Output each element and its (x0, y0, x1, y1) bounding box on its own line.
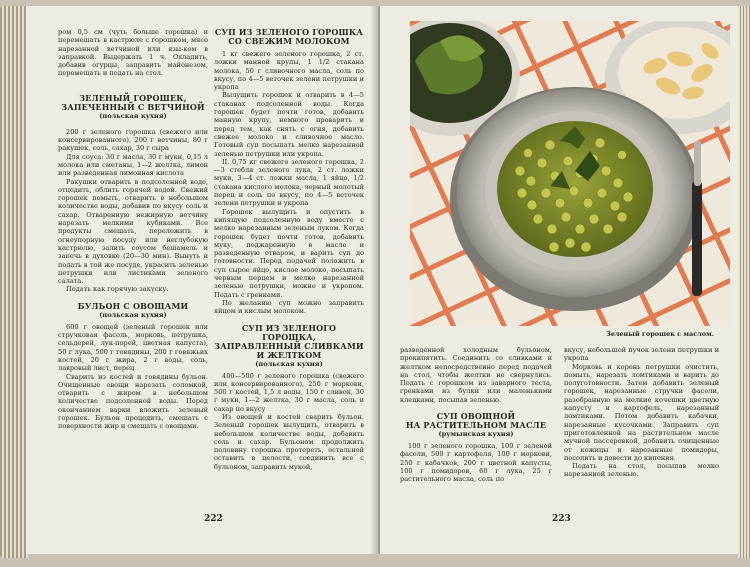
page-222 (26, 6, 378, 554)
recipe-cuisine: (польская кухня) (99, 310, 167, 319)
recipe-text: Подать на стол, посыпав мелко нарезанной зеленью. (564, 462, 719, 479)
intro-text: ром 0,5 см (чуть больше горошка) и перемешать в кастрюле с горошком, мясо нарезанной ветчиной или язы-ком в заправкой. Выдержать 1 ч. Охладить, добавив огурцы, заправить майонезом, перемешать и подать на стол. (58, 28, 208, 78)
left-page-column-2 (214, 28, 364, 471)
recipe-title: СУП ИЗ ЗЕЛЕНОГО ГОРОШКА (214, 27, 364, 37)
sauce-ingredients: Для соуса: 30 г масла, 30 г муки, 0,15 л молока или сметаны, 1—2 желтка, лимон или разведенная лимонная кислота (58, 152, 208, 178)
recipe-title: ЗАПЕЧЕННЫЙ С ВЕТЧИНОЙ (61, 101, 205, 112)
ingredients: 600 г овощей (зеленый горошек или стручковая фасоль, морковь, петрушка, сельдерей, лук-порей, цветная капуста), 50 г лука, 500 г говядины, 200 г говяжьих костей, 20 г жира, 2 г воды, соль, лавровый лист, перец (58, 322, 208, 373)
recipe-title: СУП ОВОЩНОЙ (436, 411, 516, 422)
book-page-edges-right (738, 6, 750, 558)
recipe-text: Ракушки отварить в подсоленной воде, отцедить, облить горячей водой. Свежий горошек помыть, отварить в небольшом количестве воды, добавив по вкусу соль и сахар. Отваренную нежирную ветчину нарезать мелкими кубиками. Все продукты смешать, переложить в огнеупорную посуду или неглубокую кастрюлю, залить соусом бешамель и запечь в духовке (20—30 мин). Вынуть и подать в той же посуде, украсить зеленью петрушки или листиками зеленого салата. (58, 177, 208, 286)
recipe-title: НА РАСТИТЕЛЬНОМ МАСЛЕ (405, 420, 547, 431)
recipe-title: ЗАПРАВЛЕННЫЙ СЛИВКАМИ (214, 340, 364, 351)
recipe-cuisine: (польская кухня) (255, 359, 323, 368)
recipe-title: И ЖЕЛТКОМ (256, 349, 322, 360)
left-page-column-1 (58, 28, 208, 431)
right-page-column-2 (564, 346, 719, 479)
ingredients: 200 г зеленого горошка (свежего или консервированного), 200 г ветчины, 80 г ракушек, соль, сахар, 30 г сыра (58, 127, 208, 153)
recipe-text: Морковь и корень петрушки очистить, помыть, нарезать ломтиками и варить до полуготовности. Затем добавить зеленый горошек, нарезанные стручки фасоли, разобранную на мелкие кочешки цветную капусту и картофель, нарезанный ломтиками. Потом добавить кабачки, нарезанные кусочками. Заправить суп приготовленной на растительном масле мучной пассеровкой, добавить очищенные от кожицы и нарезанные помидоры, посолить и довести до кипения. (564, 362, 719, 462)
recipe-title: БУЛЬОН С ОВОЩАМИ (77, 300, 189, 311)
recipe-text: II. 0,75 кг свежего зеленого горошка, 2—3 стебля зеленого лука, 2 ст. ложки муки, 3—4 ст. ложки масла, 1 яйцо, 1/2 стакана кислого молока, черный молотый перец и соль по вкусу, по 4—5 веточек зелени петрушки и укропа (214, 157, 364, 208)
photo-caption: Зеленый горошек с маслом. (606, 330, 715, 338)
ingredients: вкусу, небольшой пучок зелени петрушки и укропа (564, 346, 719, 363)
recipe-title: СО СВЕЖИМ МОЛОКОМ (228, 36, 350, 46)
page-223 (380, 6, 738, 554)
ingredients: 1 кг свежего зеленого горошка, 2 ст. ложки манной крупы, 1 1/2 стакана молока, 50 г сливочного масла, соль по вкусу, по 4—5 веточек зелени петрушки и укропа (214, 50, 364, 92)
recipe-text: Вылущить горошек и отварить в 4—5 стаканах подсоленной воды. Когда горошек будет почти готов, добавить манную крупу, немного проварить и перед тем, как снять с огня, добавить свежее молоко и сливочное масло. Готовый суп посыпать мелко нарезанной зеленью петрушки или укропа. (214, 91, 364, 158)
page-number: 223 (552, 514, 571, 524)
recipe-text: Подать как горячую закуску. (66, 285, 169, 294)
recipe-text: Горошек вылущить и опустить в кипящую подсоленную воду вместе с мелко нарезанным зеленым луком. Когда горошек будет почти готов, добавить муку, поджаренную в масле и разведенную отваром, и варить суп до готовности. Перед подачей положить в суп сырое яйцо, кислое молоко, посыпать черным перцем и мелко нарезанной зеленью петрушки, можно и укропом. Подать с гренками. (214, 207, 364, 299)
recipe-cuisine: (румынская кухня) (438, 430, 514, 439)
recipe-cuisine: (польская кухня) (99, 111, 167, 120)
recipe-text: Сварить из костей и говядины бульон. Очищенные овощи нарезать соломкой, отварить с жиром в небольшом количестве подсоленной воды. Перед окончанием варки вложить зеленый горошек. Бульон процедить, смешать с поверхности жир и смешать с овощами. (58, 372, 208, 431)
food-photo-peas-plate (410, 21, 730, 326)
book-page-edges-left (0, 6, 28, 558)
right-page-column-1 (400, 346, 552, 484)
ingredients: 100 г зеленого горошка, 100 г зеленой фасоли, 500 г картофеля, 100 г моркови, 250 г кабачков, 200 г цветной капусты, 100 г помидоров, 60 г лука, 25 г растительного масла, соль по (400, 442, 552, 484)
recipe-title: СУП ИЗ ЗЕЛЕНОГО ГОРОШКА, (241, 322, 337, 342)
recipe-text: По желанию суп можно заправить яйцом и кислым молоком. (214, 298, 364, 316)
page-number: 222 (204, 514, 223, 524)
recipe-title: ЗЕЛЕНЫЙ ГОРОШЕК, (79, 92, 187, 103)
recipe-text: разведенной холодным бульоном, прокипятить. Соединить со сливками и желтком непосредственно перед подачей на стол, чтобы желтки не свернулись. Подать с горошком из заварного теста, гренками из булки или маленькими клецками, посыпав зеленью. (400, 346, 552, 404)
ingredients: 400—500 г зеленого горошка (свежего или консервированного), 250 г моркови, 500 г костей, 1,5 л воды, 150 г сливок, 30 г муки, 1—2 желтка, 30 г масла, соль и сахар по вкусу (214, 371, 364, 413)
recipe-text: Из овощей и костей сварить бульон. Зеленый горошек вылущить, отварить в небольшом количестве воды, добавить соль и сахар. Бульоном продолжить половину горошка протереть, остальной оставить в целости, соединить все с бульоном, заправить мукой, (214, 412, 364, 471)
